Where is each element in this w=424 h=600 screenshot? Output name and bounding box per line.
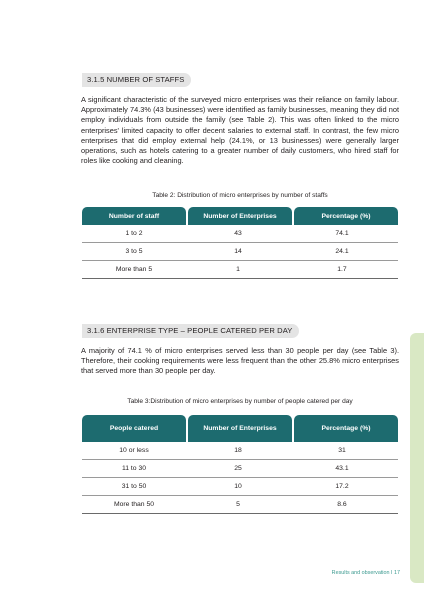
table-cell: 1.7 bbox=[337, 266, 347, 273]
table-cell: 31 to 50 bbox=[121, 483, 147, 490]
table-cell: 14 bbox=[234, 248, 242, 255]
table-cell: 11 to 30 bbox=[121, 465, 147, 472]
table-row bbox=[82, 261, 398, 279]
section-heading-enterprise-type: 3.1.6 ENTERPRISE TYPE – PEOPLE CATERED PER DAY bbox=[82, 324, 299, 338]
table3-header-cell: People catered bbox=[82, 415, 186, 442]
table-cell: 24.1 bbox=[335, 248, 349, 255]
section-heading-number-of-staffs: 3.1.5 NUMBER OF STAFFS bbox=[82, 73, 191, 87]
paragraph-number-of-staffs: A significant characteristic of the surveyed micro enterprises was their reliance on family labour. Approximately 74.3% (43 businesses) were identified as family businesses, meaning they did not employ individuals from outside the family (see Table 2). This was often linked to the micro enterprises' limited capacity to offer decent salaries to external staff. In contrast, the few micro enterprises that did employ external help (24.1%, or 13 businesses) were generally larger operations, such as hotels catering to a greater number of daily customers, who hired staff for roles like cooking and cleaning. bbox=[81, 95, 399, 166]
table-cell: 10 bbox=[234, 483, 242, 490]
table-cell: 74.1 bbox=[335, 230, 349, 237]
table2-header-cell: Number of Enterprises bbox=[188, 207, 292, 225]
table2-header-cell: Number of staff bbox=[82, 207, 186, 225]
table-row bbox=[82, 442, 398, 460]
table-row bbox=[82, 243, 398, 261]
table2-header-row bbox=[82, 207, 398, 225]
table-cell: 25 bbox=[234, 465, 242, 472]
table-row bbox=[82, 460, 398, 478]
table-cell: 1 to 2 bbox=[125, 230, 143, 237]
table-cell: 10 or less bbox=[119, 447, 149, 454]
table2-header-cell: Percentage (%) bbox=[294, 207, 398, 225]
table3-header-row bbox=[82, 415, 398, 442]
table-cell: 18 bbox=[234, 447, 242, 454]
side-tab-marker bbox=[410, 333, 424, 583]
table-row bbox=[82, 496, 398, 514]
table-cell: More than 50 bbox=[113, 501, 155, 508]
paragraph-enterprise-type: A majority of 74.1 % of micro enterprises served less than 30 people per day (see Table 3). Therefore, their cooking requirements were less frequent than the other 25.8% micro enterprises that served more than 30 people per day. bbox=[81, 346, 399, 376]
table-cell: 8.6 bbox=[337, 501, 347, 508]
table3-caption: Table 3:Distribution of micro enterprises by number of people catered per day bbox=[127, 398, 353, 405]
table2-caption: Table 2: Distribution of micro enterprises by number of staffs bbox=[152, 192, 328, 199]
table-cell: 5 bbox=[236, 501, 240, 508]
table-cell: More than 5 bbox=[115, 266, 153, 273]
page-footer: Results and observation I 17 bbox=[331, 570, 400, 576]
table-row bbox=[82, 478, 398, 496]
table3-header-cell: Number of Enterprises bbox=[188, 415, 292, 442]
table-row bbox=[82, 225, 398, 243]
table3 bbox=[82, 415, 398, 514]
table-cell: 1 bbox=[236, 266, 240, 273]
table2 bbox=[82, 207, 398, 279]
table-cell: 17.2 bbox=[335, 483, 349, 490]
table-cell: 31 bbox=[338, 447, 346, 454]
table3-header-cell: Percentage (%) bbox=[294, 415, 398, 442]
table-cell: 43.1 bbox=[335, 465, 349, 472]
table-cell: 43 bbox=[234, 230, 242, 237]
table-cell: 3 to 5 bbox=[125, 248, 143, 255]
